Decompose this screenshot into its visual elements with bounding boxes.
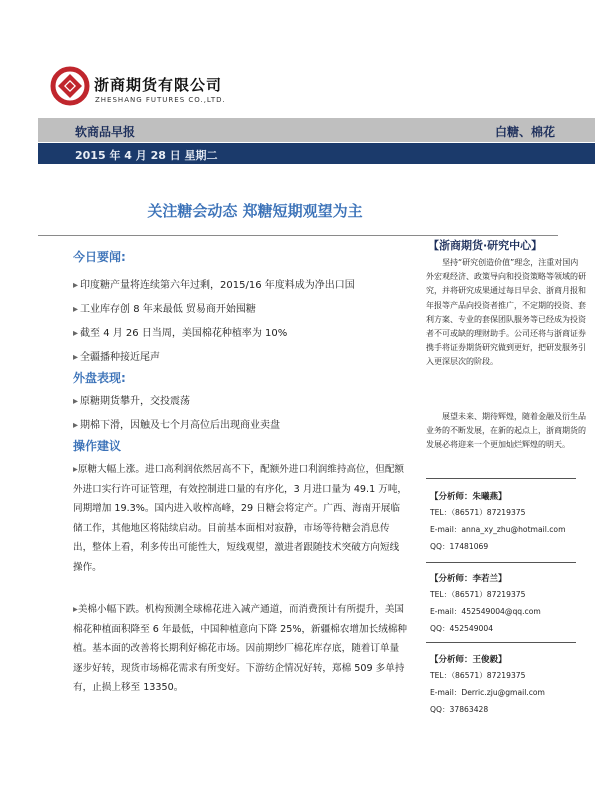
report-date: 2015 年 4 月 28 日 星期二 — [75, 149, 218, 162]
cotton-advice-paragraph: ▸美棉小幅下跌。机构预测全球棉花进入减产通道，而消费预计有所提升，美国棉花种植面积降至 6 年最低，中国种植意向下降 25%，新疆棉农增加长绒棉种植。基本面的改善将长期利好棉花市场。因前期纱厂棉花库存底，随着订单量逐步好转，现货市场棉花需求有所变好。下游纺企情况好转，郑棉 509 多单持有，止损上移至 13350。 — [73, 604, 407, 693]
analyst-qq: QQ：17481069 — [430, 542, 489, 551]
analyst-divider — [426, 478, 576, 479]
report-title: 关注糖会动态 郑糖短期观望为主 — [147, 202, 363, 220]
analyst-name: 【分析师：王俊毅】 — [430, 655, 507, 665]
advice-heading: 操作建议 — [73, 439, 122, 453]
news-item: ▸ 印度糖产量将连续第六年过剩，2015/16 年度料成为净出口国 — [73, 280, 355, 291]
company-name-en: ZHESHANG FUTURES CO.,LTD. — [95, 96, 226, 104]
company-name-cn: 浙商期货有限公司 — [94, 76, 223, 94]
news-item: ▸ 工业库存创 8 年来最低 贸易商开始囤糖 — [73, 304, 256, 315]
news-item: ▸ 截至 4 月 26 日当周，美国棉花种植率为 10% — [73, 328, 288, 339]
analyst-qq: QQ：37863428 — [430, 705, 489, 714]
analyst-name: 【分析师：朱曦燕】 — [430, 492, 507, 502]
research-center-outlook: 展望未来、期待辉煌，随着金融及衍生品业务的不断发展，在新的起点上，浙商期货的发展必将迎来一个更加灿烂辉煌的明天。 — [426, 412, 586, 450]
analyst-tel: TEL：（86571）87219375 — [430, 590, 526, 599]
analyst-tel: TEL：（86571）87219375 — [430, 671, 526, 680]
analyst-name: 【分析师：李若兰】 — [430, 574, 507, 584]
title-divider — [38, 235, 558, 236]
commodity-label: 白糖、棉花 — [494, 125, 555, 139]
overseas-item: ▸ 原糖期货攀升，交投震荡 — [73, 396, 191, 407]
sugar-advice-paragraph: ▸原糖大幅上涨。进口高利润依然居高不下，配额外进口利润维持高位，但配额外进口实行许可证管理，有效控制进口量的有序化，3 月进口量为 49.1 万吨，同期增加 19.3%。国内进入收榨高峰，29 日糖会将定产。广西、海南开展临储工作，其他地区将陆续启动。目前基本面相对寂静，市场等待糖会消息传出，整体上看，利多传出可能性大，短线观望，激进者跟随技术突破方向短线操作。 — [73, 464, 408, 573]
analyst-email[interactable]: E-mail：anna_xy_zhu@hotmail.com — [430, 525, 566, 534]
company-logo-icon — [50, 66, 90, 106]
analyst-qq: QQ：452549004 — [430, 624, 494, 633]
overseas-item: ▸ 期棉下滑，因触及七个月高位后出现商业卖盘 — [73, 420, 281, 431]
research-center-intro: 坚持“研究创造价值”理念，注重对国内外宏观经济、政策导向和投资策略等领域的研究，并将研究成果通过每日早会、浙商月报和年报等产品向投资者推广，不定期的投资、套利方案、专业的套保团队服务等已经成为投资者不可或缺的理财助手。公司还将与浙商证券携手将证券期货研究做到更好，把研发服务引入更深层次的阶段。 — [426, 258, 586, 367]
analyst-tel: TEL：（86571）87219375 — [430, 508, 526, 517]
analyst-email[interactable]: E-mail：452549004@qq.com — [430, 607, 541, 616]
analyst-email[interactable]: E-mail：Derric.zju@gmail.com — [430, 688, 545, 697]
research-center-title: 【浙商期货·研究中心】 — [428, 239, 543, 252]
report-type: 软商品早报 — [75, 125, 136, 139]
analyst-divider — [426, 562, 576, 563]
overseas-heading: 外盘表现: — [73, 371, 126, 385]
today-news-heading: 今日要闻: — [73, 250, 126, 264]
news-item: ▸ 全疆播种接近尾声 — [73, 352, 161, 363]
analyst-divider — [426, 642, 576, 643]
